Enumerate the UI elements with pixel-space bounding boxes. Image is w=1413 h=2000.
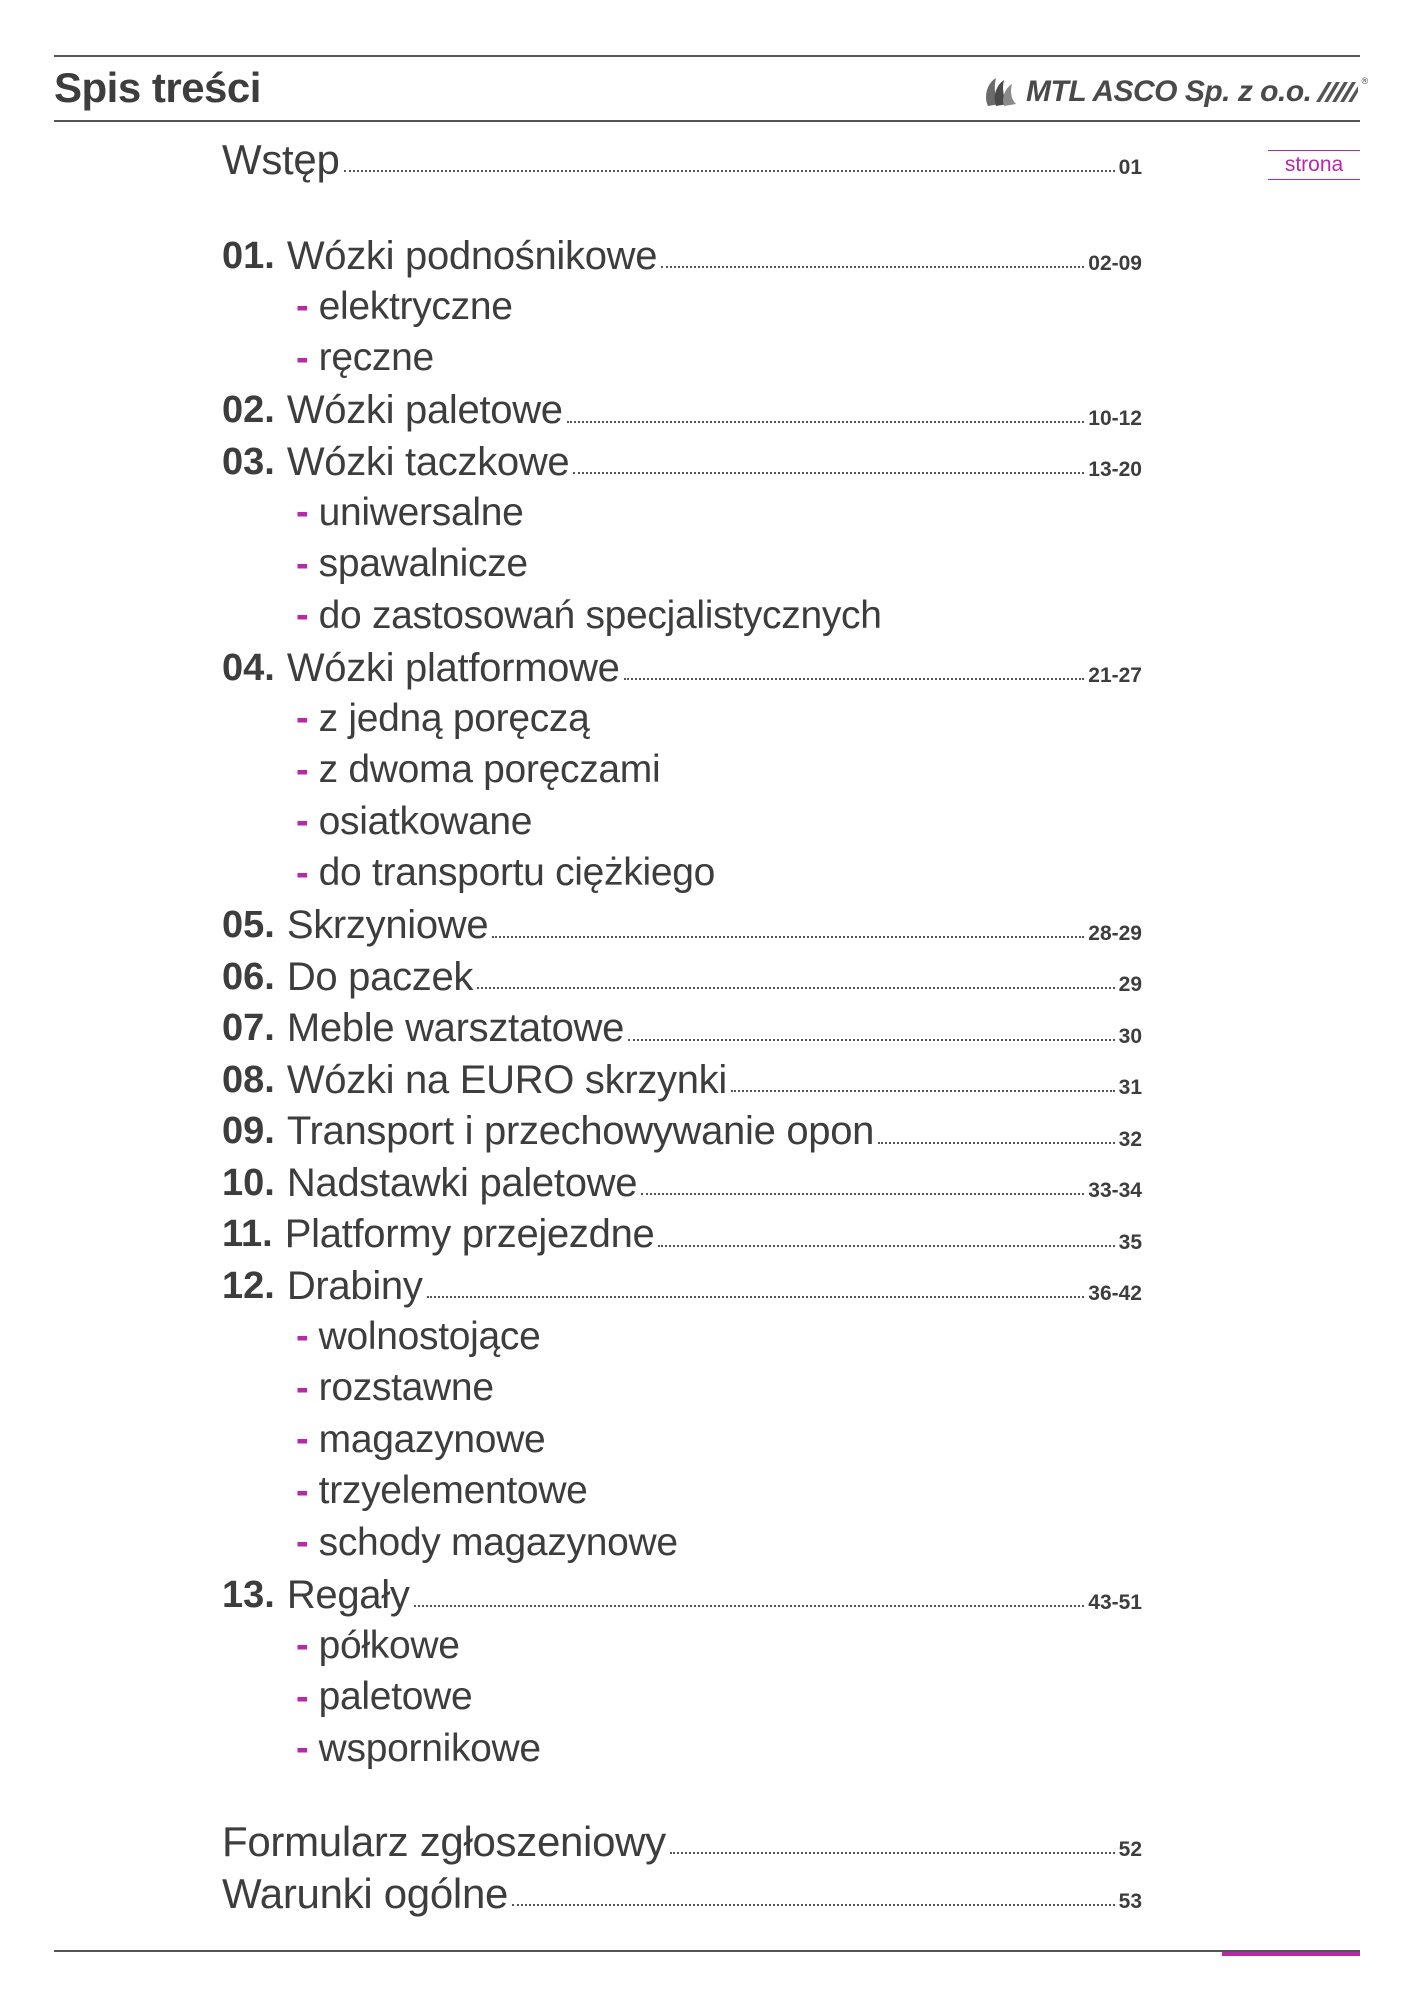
subentry-dash: - (296, 594, 309, 636)
toc-subentry-label: uniwersalne (318, 490, 524, 534)
toc-subentry-label: paletowe (318, 1675, 473, 1718)
toc-entry-title: Wózki paletowe (286, 388, 563, 432)
subentry-dash: - (296, 336, 309, 379)
toc-entry-title: Do paczek (286, 954, 474, 999)
toc-entry-page: 30 (1118, 1024, 1142, 1048)
dot-leader (492, 936, 1084, 938)
toc-subentry-label: do transportu ciężkiego (318, 851, 715, 894)
toc-entry-number: 05. (222, 904, 275, 946)
toc-entry-title: Formularz zgłoszeniowy (222, 1818, 666, 1865)
toc-entry[interactable] (222, 1816, 1142, 1868)
subentry-dash: - (296, 1418, 309, 1460)
toc-entry-title: Wstęp (222, 136, 340, 183)
toc-entry[interactable] (222, 134, 1142, 186)
subentry-dash: - (296, 800, 309, 842)
page-column-label-text: strona (1284, 153, 1344, 176)
toc-subentry-label: spawalnicze (318, 542, 528, 585)
toc-subentry (296, 1672, 472, 1722)
toc-entry-title: Transport i przechowywanie opon (286, 1109, 875, 1153)
toc-entry-page: 10-12 (1088, 406, 1142, 430)
toc-subentry-label: elektryczne (318, 284, 513, 328)
toc-entry-title: Wózki platformowe (286, 645, 620, 690)
toc-entry-number: 08. (222, 1058, 275, 1101)
toc-entry-page: 02-09 (1088, 252, 1142, 275)
toc-entry-title: Wózki podnośnikowe (286, 233, 658, 278)
toc-entry-number: 09. (222, 1110, 275, 1152)
toc-entry-page: 33-34 (1088, 1179, 1142, 1202)
bottom-accent-rule (1222, 1952, 1360, 1956)
toc-entry[interactable] (222, 385, 1142, 437)
toc-subentry (296, 333, 434, 383)
toc-subentry-label: wolnostojące (318, 1314, 541, 1358)
toc-subentry (296, 745, 660, 795)
dot-leader (658, 1245, 1114, 1247)
toc-entry[interactable] (222, 951, 1142, 1003)
dot-leader (477, 987, 1115, 989)
toc-entry[interactable] (222, 1106, 1142, 1158)
toc-entry-title: Wózki na EURO skrzynki (286, 1057, 727, 1102)
subentry-dash: - (296, 1624, 309, 1666)
toc-subentry-label: schody magazynowe (318, 1520, 678, 1564)
toc-entry[interactable] (222, 1157, 1142, 1209)
brand-name: MTL ASCO Sp. z o.o. (1026, 75, 1312, 108)
dot-leader (427, 1296, 1085, 1298)
toc-subentry (296, 797, 532, 847)
toc-entry-title: Wózki taczkowe (286, 439, 570, 484)
toc-entry-title: Skrzyniowe (286, 903, 489, 947)
dot-leader (628, 1039, 1115, 1041)
toc-entry[interactable] (222, 436, 1142, 488)
toc-entry-page: 29 (1118, 973, 1142, 996)
page-column-label (1268, 150, 1360, 180)
dot-leader (512, 1904, 1115, 1906)
toc-subentry-label: wspornikowe (318, 1726, 541, 1770)
toc-entry[interactable] (222, 900, 1142, 952)
toc-entry-page: 31 (1118, 1076, 1142, 1099)
toc-subentry (296, 1518, 678, 1568)
toc-subentry (296, 1621, 460, 1671)
toc-entry-number: 10. (222, 1161, 275, 1204)
toc-subentry-label: rozstawne (318, 1366, 494, 1409)
dot-leader (661, 266, 1084, 268)
toc-entry-page: 13-20 (1088, 458, 1142, 481)
toc-entry-title: Platformy przejezdne (284, 1212, 655, 1256)
toc-entry-page: 28-29 (1088, 921, 1142, 945)
dot-leader (731, 1090, 1115, 1092)
subentry-dash: - (296, 851, 309, 894)
toc-entry-number: 07. (222, 1007, 275, 1049)
toc-entry[interactable] (222, 1209, 1142, 1261)
toc-entry-page: 43-51 (1088, 1591, 1142, 1614)
toc-subentry (296, 1724, 541, 1774)
toc-subentry-label: ręczne (318, 336, 434, 379)
toc-entry[interactable] (222, 642, 1142, 694)
subentry-dash: - (296, 491, 309, 533)
toc-entry-page: 32 (1118, 1127, 1142, 1151)
toc-entry-page: 21-27 (1088, 664, 1142, 687)
toc-entry-number: 03. (222, 440, 275, 483)
toc-subentry (296, 848, 715, 898)
toc-entry[interactable] (222, 230, 1142, 282)
toc-subentry (296, 1415, 545, 1465)
logo-stripes-icon (1314, 80, 1360, 104)
toc-entry-number: 06. (222, 955, 275, 998)
toc-subentry (296, 1363, 494, 1413)
toc-entry[interactable] (222, 1260, 1142, 1312)
toc-subentry (296, 1312, 541, 1362)
toc-subentry-label: magazynowe (318, 1417, 546, 1461)
toc-entry-title: Drabiny (286, 1263, 423, 1308)
subentry-dash: - (296, 542, 309, 585)
toc-entry-number: 01. (222, 234, 275, 277)
toc-entry[interactable] (222, 1003, 1142, 1055)
page-title: Spis treści (54, 64, 261, 111)
toc-entry-title: Nadstawki paletowe (286, 1160, 638, 1205)
toc-entry-page: 01 (1118, 156, 1142, 179)
header-rule (54, 120, 1360, 122)
toc-entry-title: Meble warsztatowe (286, 1006, 625, 1050)
toc-entry-number: 04. (222, 646, 275, 689)
toc-subentry-label: osiatkowane (318, 799, 533, 843)
subentry-dash: - (296, 1521, 309, 1563)
dot-leader (624, 678, 1085, 680)
top-rule (54, 55, 1360, 57)
toc-entry-number: 11. (222, 1213, 273, 1255)
toc-entry[interactable] (222, 1054, 1142, 1106)
subentry-dash: - (296, 1469, 309, 1512)
dot-leader (567, 421, 1085, 423)
subentry-dash: - (296, 1727, 309, 1769)
toc-subentry-label: do zastosowań specjalistycznych (318, 593, 882, 637)
toc-entry-number: 13. (222, 1573, 275, 1616)
toc-subentry (296, 591, 882, 641)
brand-logo (980, 70, 1368, 114)
toc-entry-number: 12. (222, 1264, 275, 1307)
subentry-dash: - (296, 1315, 309, 1357)
toc-subentry-label: półkowe (318, 1623, 460, 1667)
subentry-dash: - (296, 1675, 309, 1718)
toc-entry-page: 36-42 (1088, 1282, 1142, 1305)
toc-subentry (296, 694, 590, 744)
bottom-rule (54, 1950, 1360, 1952)
toc-subentry (296, 488, 523, 538)
dot-leader (878, 1142, 1115, 1144)
subentry-dash: - (296, 285, 309, 327)
dot-leader (641, 1193, 1084, 1195)
toc-subentry (296, 282, 513, 332)
registered-mark: ® (1361, 76, 1369, 86)
toc-entry-page: 53 (1118, 1889, 1142, 1913)
dot-leader (670, 1852, 1115, 1854)
toc-subentry-label: z jedną poręczą (318, 696, 590, 740)
toc-entry-number: 02. (222, 389, 275, 431)
toc-entry-title: Warunki ogólne (222, 1869, 509, 1917)
toc-entry[interactable] (222, 1868, 1142, 1920)
dot-leader (344, 170, 1115, 172)
subentry-dash: - (296, 697, 309, 739)
toc-entry-page: 35 (1118, 1230, 1142, 1254)
toc-subentry (296, 539, 528, 589)
dot-leader (414, 1605, 1085, 1607)
toc-entry[interactable] (222, 1569, 1142, 1621)
toc-entry-page: 52 (1118, 1838, 1142, 1861)
subentry-dash: - (296, 1366, 309, 1409)
toc-subentry-label: z dwoma poręczami (318, 748, 661, 791)
toc-subentry-label: trzyelementowe (318, 1469, 588, 1512)
toc-entry-title: Regały (286, 1572, 410, 1617)
logo-mark-icon (980, 72, 1020, 112)
subentry-dash: - (296, 748, 309, 791)
dot-leader (573, 472, 1084, 474)
toc-subentry (296, 1466, 588, 1516)
